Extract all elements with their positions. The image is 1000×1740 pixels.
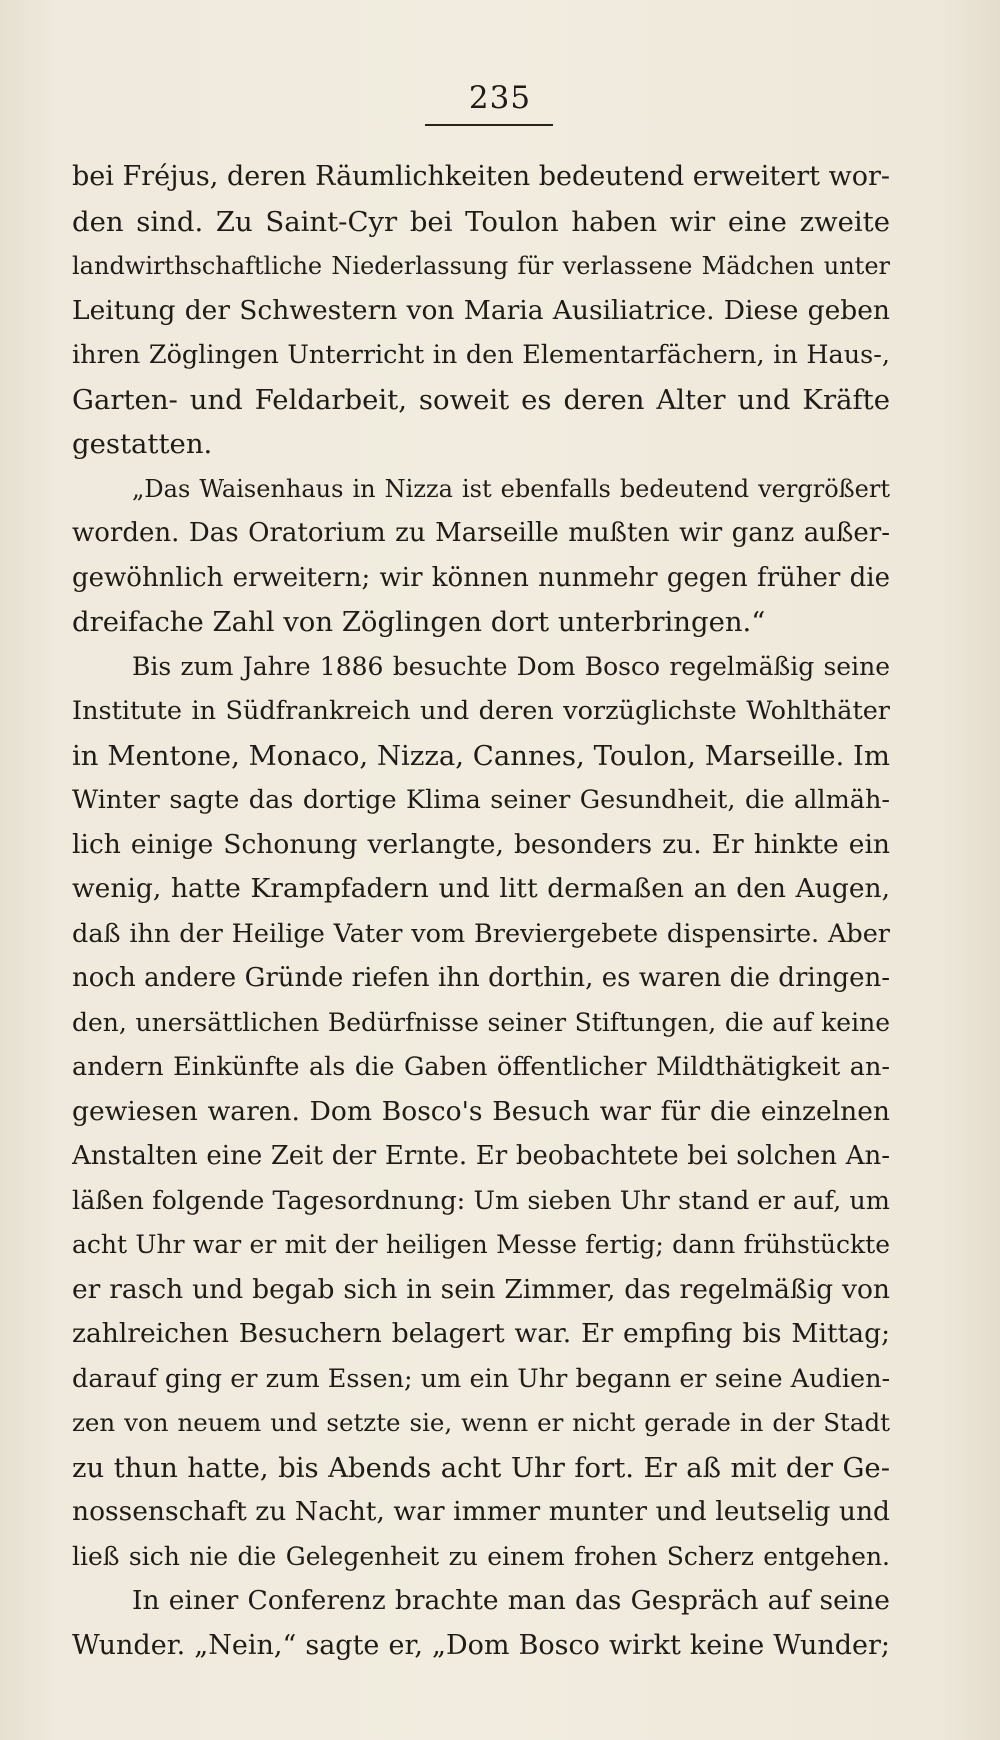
text-line: er rasch und begab sich in sein Zimmer, das regelmäßig von xyxy=(72,1273,890,1305)
page-number: 235 xyxy=(468,80,532,116)
text-line: ihren Zöglingen Unterricht in den Elementarfächern, in Haus-, xyxy=(72,340,890,370)
text-line: zu thun hatte, bis Abends acht Uhr fort. Er aß mit der Ge- xyxy=(72,1451,890,1484)
text-line: daß ihn der Heilige Vater vom Breviergebete dispensirte. Aber xyxy=(72,918,890,949)
text-line: Anstalten eine Zeit der Ernte. Er beobachtete bei solchen An- xyxy=(72,1141,890,1171)
text-line: läßen folgende Tagesordnung: Um sieben Uhr stand er auf, um xyxy=(72,1185,890,1216)
text-line: gestatten. xyxy=(72,428,213,460)
text-line: in Mentone, Monaco, Nizza, Cannes, Toulon, Marseille. Im xyxy=(72,739,890,772)
text-line: zahlreichen Besuchern belagert war. Er empfing bis Mittag; xyxy=(72,1318,890,1349)
text-line: den sind. Zu Saint-Cyr bei Toulon haben wir eine zweite xyxy=(72,205,890,238)
text-line: Bis zum Jahre 1886 besuchte Dom Bosco regelmäßig seine xyxy=(132,651,890,681)
text-line: Institute in Südfrankreich und deren vorzüglichste Wohlthäter xyxy=(72,696,890,726)
text-line: darauf ging er zum Essen; um ein Uhr begann er seine Audien- xyxy=(72,1363,890,1394)
text-line: dreifache Zahl von Zöglingen dort unterbringen.“ xyxy=(72,606,766,638)
text-line: worden. Das Oratorium zu Marseille mußten wir ganz außer- xyxy=(72,518,890,548)
text-line: wenig, hatte Krampfadern und litt dermaßen an den Augen, xyxy=(72,873,890,904)
text-line: acht Uhr war er mit der heiligen Messe fertig; dann frühstückte xyxy=(72,1230,890,1259)
body-text xyxy=(72,155,890,1668)
text-line: gewöhnlich erweitern; wir können nunmehr gegen früher die xyxy=(72,562,890,593)
header-rule xyxy=(425,124,553,126)
text-line: nossenschaft zu Nacht, war immer munter und leutselig und xyxy=(72,1496,890,1527)
text-line: den, unersättlichen Bedürfnisse seiner Stiftungen, die auf keine xyxy=(72,1007,890,1037)
text-line: bei Fréjus, deren Räumlichkeiten bedeutend erweitert wor- xyxy=(72,161,890,192)
text-line: noch andere Gründe riefen ihn dorthin, es waren die dringen- xyxy=(72,963,890,993)
text-line: zen von neuem und setzte sie, wenn er nicht gerade in der Stadt xyxy=(72,1408,890,1437)
text-line: Wunder. „Nein,“ sagte er, „Dom Bosco wirkt keine Wunder; xyxy=(72,1629,890,1661)
text-line: andern Einkünfte als die Gaben öffentlicher Mildthätigkeit an- xyxy=(72,1052,890,1082)
text-line: Garten- und Feldarbeit, soweit es deren Alter und Kräfte xyxy=(72,383,890,416)
text-line: Leitung der Schwestern von Maria Ausiliatrice. Diese geben xyxy=(72,294,890,326)
text-line: landwirthschaftliche Niederlassung für verlassene Mädchen unter xyxy=(72,252,890,280)
text-line: ließ sich nie die Gelegenheit zu einem frohen Scherz entgehen. xyxy=(72,1541,890,1571)
text-line: Winter sagte das dortige Klima seiner Gesundheit, die allmäh- xyxy=(72,785,890,815)
text-line: „Das Waisenhaus in Nizza ist ebenfalls bedeutend vergrößert xyxy=(132,474,890,503)
text-line: In einer Conferenz brachte man das Gespräch auf seine xyxy=(132,1585,890,1616)
text-line: gewiesen waren. Dom Bosco's Besuch war für die einzelnen xyxy=(72,1095,890,1127)
text-line: lich einige Schonung verlangte, besonders zu. Er hinkte ein xyxy=(72,828,890,860)
